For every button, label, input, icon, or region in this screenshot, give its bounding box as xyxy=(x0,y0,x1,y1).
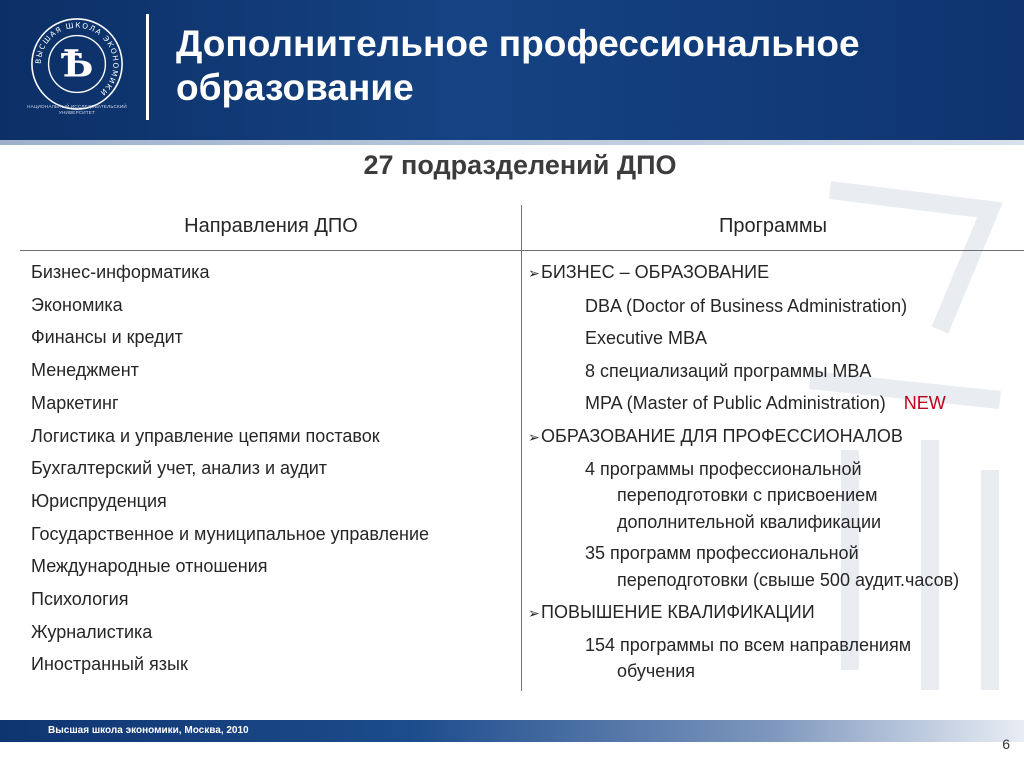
program-4-retraining xyxy=(528,454,1024,539)
program-text: переподготовки с присвоением xyxy=(617,485,878,506)
list-item: Иностранный язык xyxy=(31,654,188,675)
list-item: Международные отношения xyxy=(31,556,268,577)
directions-list xyxy=(31,256,511,681)
list-item: Бухгалтерский учет, анализ и аудит xyxy=(31,458,328,479)
section-professional-education xyxy=(528,420,1024,454)
list-item: Бизнес-информатика xyxy=(31,262,210,282)
list-item: Маркетинг xyxy=(31,392,119,413)
program-35-retraining xyxy=(528,538,1024,596)
title-line-1: Дополнительное профессиональное xyxy=(176,23,860,64)
program-text: дополнительной квалификации xyxy=(617,511,882,532)
university-logo-icon xyxy=(28,14,126,114)
header-divider xyxy=(146,14,149,120)
footer-bar xyxy=(0,720,1024,742)
program-dba: DBA (Doctor of Business Administration) xyxy=(585,295,908,316)
list-item: Финансы и кредит xyxy=(31,327,183,348)
arrow-bullet-icon: ➢ xyxy=(528,605,540,622)
new-badge: NEW xyxy=(903,393,946,414)
list-item: Журналистика xyxy=(31,621,153,642)
logo-caption: НАЦИОНАЛЬНЫЙ ИССЛЕДОВАТЕЛЬСКИЙ УНИВЕРСИТЕТ xyxy=(27,104,127,115)
section-title: ОБРАЗОВАНИЕ ДЛЯ ПРОФЕССИОНАЛОВ xyxy=(541,425,903,446)
section-qualification-upgrade xyxy=(528,596,1024,630)
arrow-bullet-icon: ➢ xyxy=(528,428,540,445)
column-header-programs: Программы xyxy=(718,215,828,237)
program-mpa xyxy=(528,387,1024,420)
program-executive-mba: Executive MBA xyxy=(585,328,708,349)
header-band xyxy=(0,140,1024,145)
list-item: Логистика и управление цепями поставок xyxy=(31,425,380,446)
program-text: обучения xyxy=(617,661,696,682)
column-header-directions: Направления ДПО xyxy=(184,215,358,237)
list-item: Юриспруденция xyxy=(31,490,167,511)
table-column-divider xyxy=(521,205,522,691)
program-text: переподготовки (свыше 500 аудит.часов) xyxy=(617,569,960,590)
list-item: Государственное и муниципальное управление xyxy=(31,523,430,544)
program-mpa-label: MPA (Master of Public Administration) xyxy=(585,393,886,414)
arrow-bullet-icon: ➢ xyxy=(528,265,540,281)
program-mba-specializations: 8 специализаций программы MBA xyxy=(585,360,872,381)
list-item: Менеджмент xyxy=(31,360,139,381)
logo-letter: Ѣ xyxy=(60,41,94,86)
program-154-courses xyxy=(528,630,1024,688)
section-title: ПОВЫШЕНИЕ КВАЛИФИКАЦИИ xyxy=(541,602,815,623)
program-text: 154 программы по всем направлениям xyxy=(585,634,912,655)
slide-title xyxy=(176,22,1006,110)
title-line-2: образование xyxy=(176,67,414,108)
section-title: БИЗНЕС – ОБРАЗОВАНИЕ xyxy=(541,262,770,282)
program-text: 35 программ профессиональной xyxy=(585,543,859,564)
list-item: Психология xyxy=(31,589,129,610)
table-header-divider xyxy=(20,250,1024,251)
logo-ring-text: ВЫСШАЯ ШКОЛА ЭКОНОМИКИ xyxy=(33,20,121,98)
page-number: 6 xyxy=(1002,736,1010,752)
subtitle: 27 подразделений ДПО xyxy=(363,150,677,180)
programs-list xyxy=(528,256,1024,688)
footer-text: Высшая школа экономики, Москва, 2010 xyxy=(48,725,249,736)
list-item: Экономика xyxy=(31,294,123,315)
program-text: 4 программы профессиональной xyxy=(585,458,862,479)
section-business-education xyxy=(528,256,1024,290)
